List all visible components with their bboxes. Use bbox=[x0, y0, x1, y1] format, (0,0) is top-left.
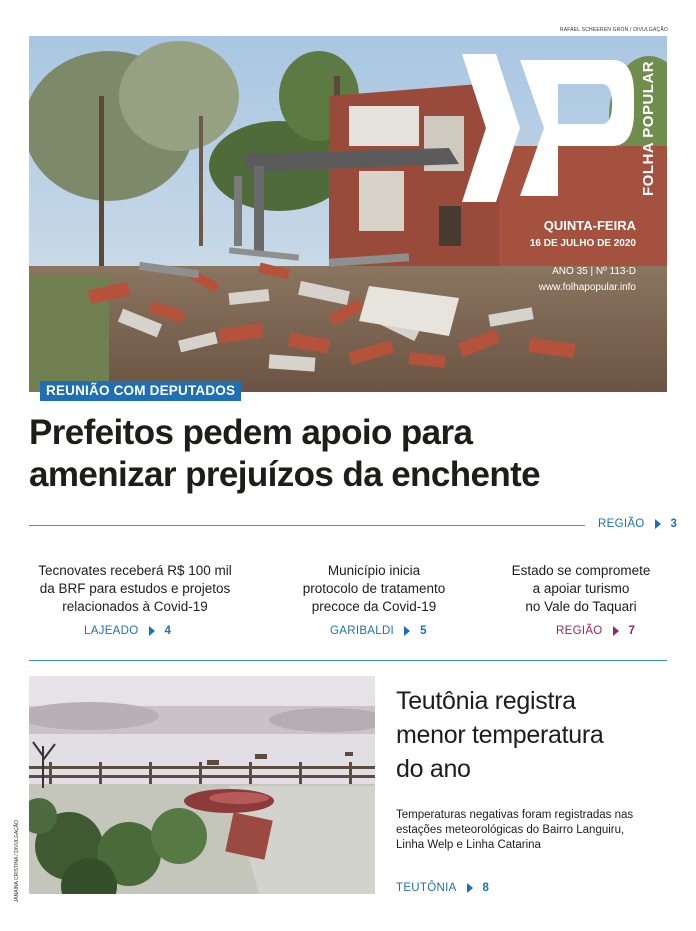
brief-line: da BRF para estudos e projetos bbox=[39, 581, 231, 596]
second-headline-line: do ano bbox=[396, 755, 471, 783]
brief-page-ref[interactable] bbox=[84, 625, 171, 637]
section-label: REGIÃO bbox=[556, 625, 603, 637]
section-label: TEUTÔNIA bbox=[396, 882, 457, 894]
page-number: 4 bbox=[164, 625, 172, 637]
second-headline-line: Teutônia registra bbox=[396, 687, 576, 715]
brief-column[interactable] bbox=[490, 562, 672, 616]
issue-day: QUINTA-FEIRA bbox=[543, 218, 636, 233]
page-number: 7 bbox=[628, 625, 636, 637]
arrow-right-icon bbox=[655, 519, 661, 529]
main-headline-line: amenizar prejuízos da enchente bbox=[29, 455, 541, 494]
brief-page-ref[interactable] bbox=[556, 625, 635, 637]
arrow-right-icon bbox=[613, 626, 619, 636]
masthead-name: FOLHA POPULAR bbox=[640, 60, 657, 196]
brief-line: relacionados à Covid-19 bbox=[62, 599, 208, 614]
section-label: LAJEADO bbox=[84, 625, 139, 637]
brief-line: protocolo de tratamento bbox=[302, 581, 446, 596]
brief-page-ref[interactable] bbox=[330, 625, 427, 637]
photo-credit-top: RAFAEL SCHEEREN GRÖN / DIVULGAÇÃO bbox=[559, 27, 668, 33]
logo-mark-icon bbox=[462, 54, 638, 202]
main-story-page-ref[interactable] bbox=[598, 518, 677, 530]
brief-column[interactable] bbox=[29, 562, 241, 616]
arrow-right-icon bbox=[404, 626, 410, 636]
page-number: 8 bbox=[482, 882, 490, 894]
folha-popular-logo[interactable] bbox=[462, 54, 638, 202]
photo-credit-side: JANAÍNA CRISTINA / DIVULGAÇÃO bbox=[14, 820, 20, 903]
brief-line: Município inicia bbox=[327, 563, 421, 578]
divider-rule bbox=[29, 525, 585, 526]
brief-line: Tecnovates receberá R$ 100 mil bbox=[38, 563, 232, 578]
page-number: 5 bbox=[420, 625, 427, 637]
main-headline-line: Prefeitos pedem apoio para bbox=[29, 413, 473, 452]
arrow-right-icon bbox=[467, 883, 473, 893]
main-headline[interactable] bbox=[29, 412, 669, 496]
website-link[interactable]: www.folhapopular.info bbox=[538, 282, 636, 293]
issue-number: ANO 35 | Nº 113-D bbox=[552, 266, 636, 277]
second-story-subhead bbox=[396, 808, 666, 853]
divider-rule bbox=[29, 660, 667, 661]
section-label: GARIBALDI bbox=[330, 625, 395, 637]
second-headline[interactable] bbox=[396, 684, 666, 786]
second-headline-line: menor temperatura bbox=[396, 721, 604, 749]
subhead-line: Temperaturas negativas foram registradas nas bbox=[396, 809, 634, 821]
brief-line: a apoiar turismo bbox=[532, 581, 630, 596]
section-label: REGIÃO bbox=[598, 518, 645, 530]
frosty-field-illustration bbox=[29, 676, 375, 894]
brief-line: precoce da Covid-19 bbox=[311, 599, 437, 614]
brief-line: Estado se compromete bbox=[511, 563, 651, 578]
page-number: 3 bbox=[670, 518, 678, 530]
frost-garden-photo[interactable] bbox=[29, 676, 375, 894]
subhead-line: estações meteorológicas do Bairro Languiru, bbox=[396, 824, 625, 836]
brief-column[interactable] bbox=[268, 562, 480, 616]
issue-date: 16 DE JULHO DE 2020 bbox=[529, 238, 636, 249]
second-story-page-ref[interactable] bbox=[396, 882, 489, 894]
subhead-line: Linha Welp e Linha Catarina bbox=[396, 839, 541, 851]
arrow-right-icon bbox=[149, 626, 155, 636]
brief-line: no Vale do Taquari bbox=[525, 599, 637, 614]
main-story-kicker: REUNIÃO COM DEPUTADOS bbox=[40, 381, 241, 401]
